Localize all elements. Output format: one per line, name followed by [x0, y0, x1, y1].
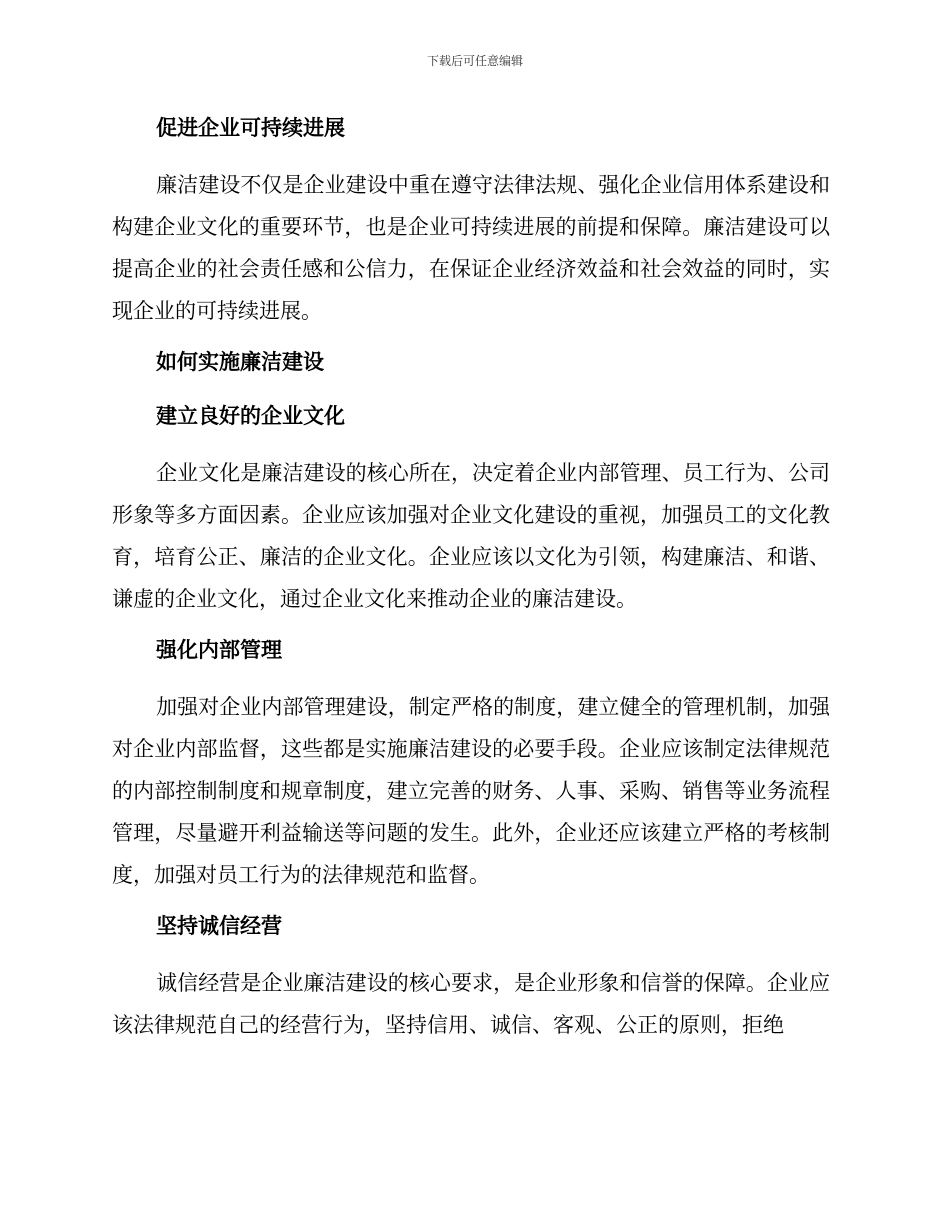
section-heading-internal-management: 强化内部管理 — [156, 637, 282, 662]
paragraph-integrity-operation: 诚信经营是企业廉洁建设的核心要求，是企业形象和信誉的保障。企业应该法律规范自己的经营行为，坚持信用、诚信、客观、公正的原则，拒绝 — [112, 971, 830, 1037]
paragraph-corporate-culture: 企业文化是廉洁建设的核心所在，决定着企业内部管理、员工行为、公司形象等多方面因素。企业应该加强对企业文化建设的重视，加强员工的文化教育，培育公正、廉洁的企业文化。企业应该以文化为引领，构建廉洁、和谐、谦虚的企业文化，通过企业文化来推动企业的廉洁建设。 — [112, 461, 830, 611]
page-header: 下载后可任意编辑 — [426, 54, 523, 68]
section-heading-corporate-culture: 建立良好的企业文化 — [156, 403, 345, 428]
document-body — [112, 110, 830, 1058]
paragraph-internal-management: 加强对企业内部管理建设，制定严格的制度，建立健全的管理机制，加强对企业内部监督，这些都是实施廉洁建设的必要手段。企业应该制定法律规范的内部控制制度和规章制度，建立完善的财务、人事、采购、销售等业务流程管理，尽量避开利益输送等问题的发生。此外，企业还应该建立严格的考核制度，加强对员工行为的法律规范和监督。 — [112, 695, 830, 887]
section-heading-sustainable-development: 促进企业可持续进展 — [156, 115, 345, 140]
paragraph-sustainable-development: 廉洁建设不仅是企业建设中重在遵守法律法规、强化企业信用体系建设和构建企业文化的重要环节，也是企业可持续进展的前提和保障。廉洁建设可以提高企业的社会责任感和公信力，在保证企业经济效益和社会效益的同时，实现企业的可持续进展。 — [112, 173, 830, 323]
section-heading-how-to-implement: 如何实施廉洁建设 — [156, 349, 324, 374]
section-heading-integrity-operation: 坚持诚信经营 — [156, 913, 282, 938]
